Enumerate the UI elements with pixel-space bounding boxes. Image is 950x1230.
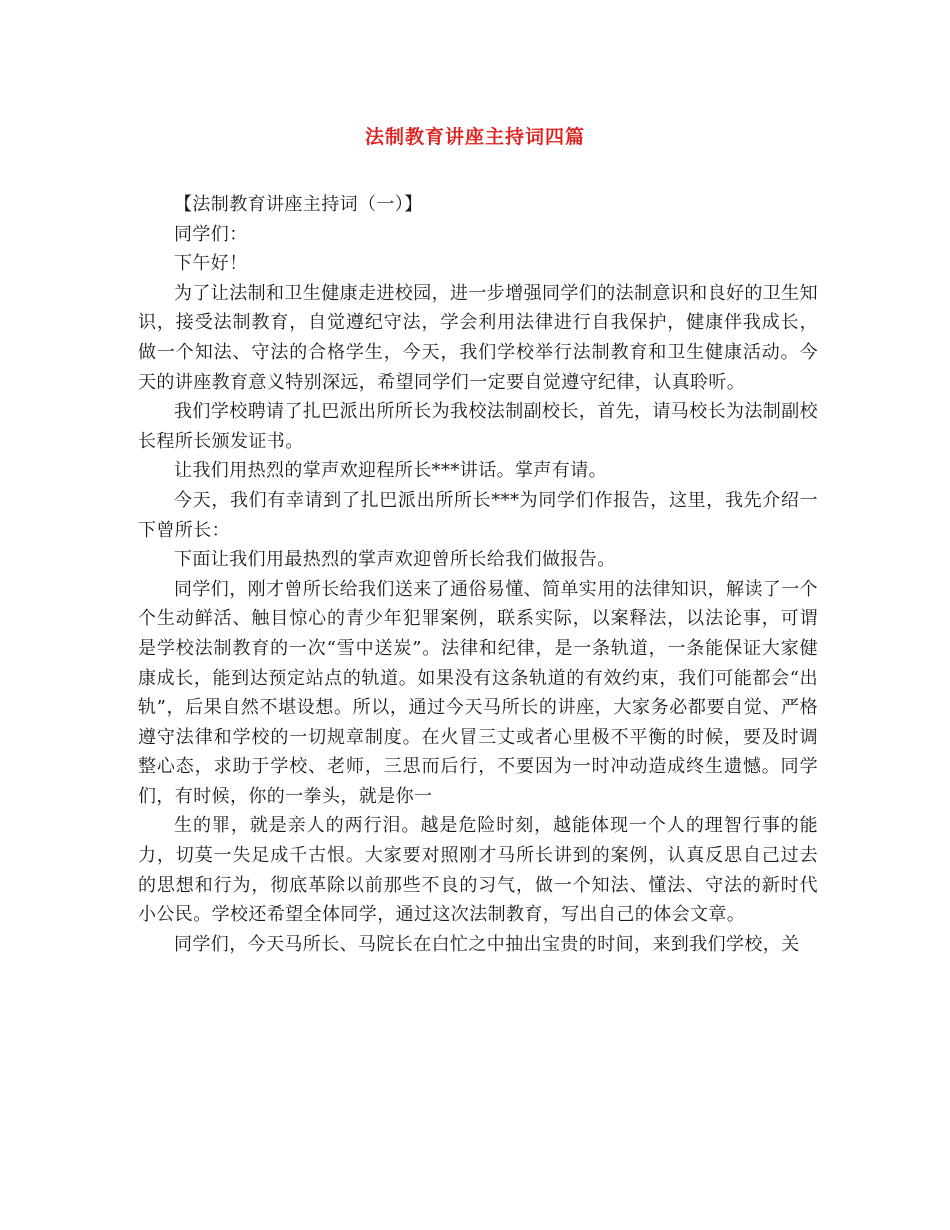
- paragraph: 下午好！: [174, 253, 248, 275]
- paragraph: 我们学校聘请了扎巴派出所所长为我校法制副校长，首先，请马校长为法制副校长程所长颁发证书。: [138, 401, 818, 452]
- document-title: 法制教育讲座主持词四篇: [364, 126, 585, 148]
- paragraph: 生的罪，就是亲人的两行泪。越是危险时刻，越能体现一个人的理智行事的能力，切莫一失足成千古恨。大家要对照刚才马所长讲到的案例，认真反思自己过去的思想和行为，彻底革除以前那些不良的习气，做一个知法、懂法、守法的新时代小公民。学校还希望全体同学，通过这次法制教育，写出自己的体会文章。: [138, 815, 818, 926]
- paragraph: 下面让我们用最热烈的掌声欢迎曾所长给我们做报告。: [174, 549, 616, 571]
- paragraph: 今天，我们有幸请到了扎巴派出所所长***为同学们作报告，这里，我先介绍一下曾所长：: [138, 489, 818, 541]
- paragraph: 同学们，刚才曾所长给我们送来了通俗易懂、简单实用的法律知识，解读了一个个生动鲜活、触目惊心的青少年犯罪案例，联系实际，以案释法，以法论事，可谓是学校法制教育的一次“雪中送炭”。法律和纪律，是一条轨道，一条能保证大家健康成长，能到达预定站点的轨道。如果没有这条轨道的有效约束，我们可能都会“出轨”，后果自然不堪设想。所以，通过今天马所长的讲座，大家务必都要自觉、严格遵守法律和学校的一切规章制度。在火冒三丈或者心里极不平衡的时候，要及时调整心态，求助于学校、老师，三思而后行，不要因为一时冲动造成终生遗憾。同学们，有时候，你的一拳头，就是你一: [138, 578, 818, 807]
- paragraph: 为了让法制和卫生健康走进校园，进一步增强同学们的法制意识和良好的卫生知识，接受法制教育，自觉遵纪守法，学会利用法律进行自我保护，健康伴我成长，做一个知法、守法的合格学生，今天，我们学校举行法制教育和卫生健康活动。今天的讲座教育意义特别深远，希望同学们一定要自觉遵守纪律，认真聆听。: [138, 282, 818, 393]
- paragraph: 同学们：: [174, 223, 248, 245]
- paragraph: 同学们，今天马所长、马院长在白忙之中抽出宝贵的时间，来到我们学校，关: [174, 933, 800, 955]
- paragraph: 让我们用热烈的掌声欢迎程所长***讲话。掌声有请。: [174, 460, 607, 482]
- document-body: [138, 190, 818, 959]
- section-heading: 【法制教育讲座主持词（一）】: [174, 194, 423, 215]
